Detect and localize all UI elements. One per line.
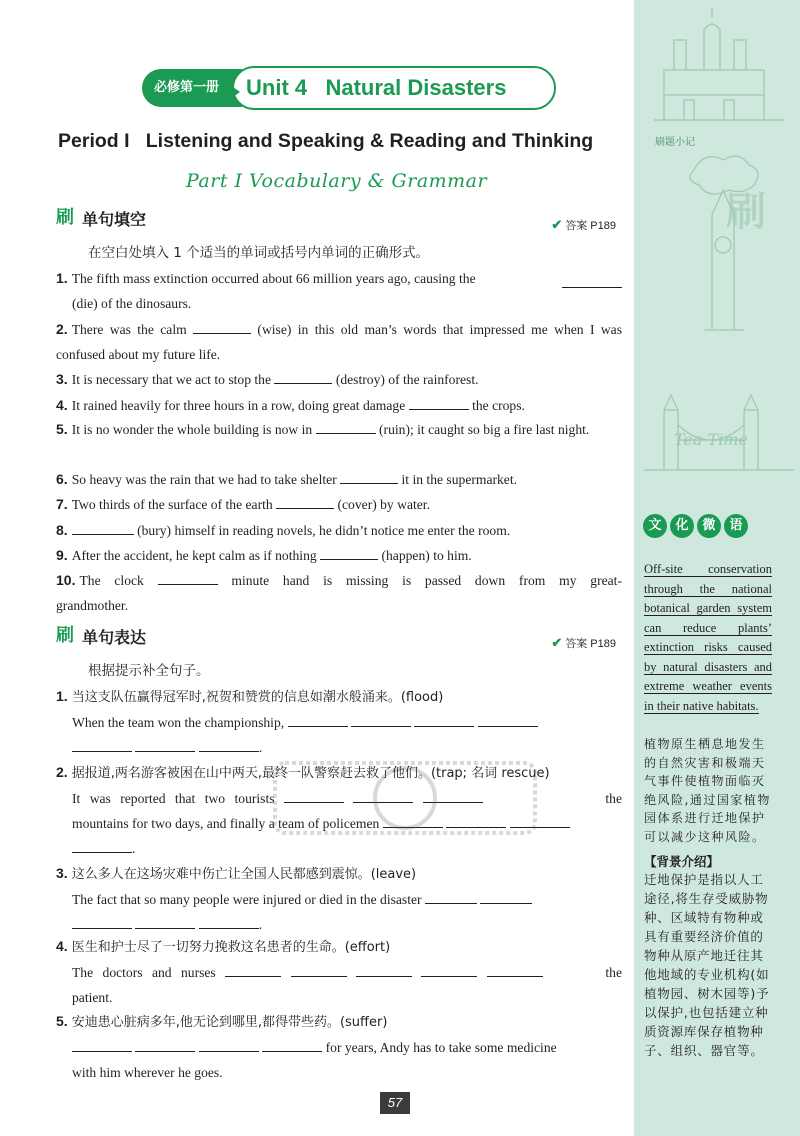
culture-english-note [644, 560, 772, 716]
section2-instruction: 根据提示补全句子。 [88, 663, 210, 679]
answer-blank[interactable] [276, 495, 334, 509]
question-text: the crops. [472, 398, 525, 413]
answer-blank[interactable] [487, 963, 543, 977]
badge-char: 微 [697, 514, 721, 538]
question-text: The clock [79, 573, 144, 588]
answer-blank[interactable] [288, 713, 348, 727]
answer-blank[interactable] [135, 738, 195, 752]
question-number: 10. [56, 572, 76, 588]
question-text: There was the calm [71, 322, 187, 337]
answer-blank[interactable] [291, 963, 347, 977]
chinese-prompt: 医生和护士尽了一切努力挽救这名患者的生命。(effort) [71, 940, 391, 955]
question-text: After the accident, he kept calm as if nothing [71, 548, 317, 563]
check-icon: ✔ [551, 635, 563, 650]
part-title: Part I Vocabulary & Grammar [186, 170, 488, 192]
chinese-prompt: 当这支队伍赢得冠军时,祝贺和赞赏的信息如潮水般涌来。(flood) [71, 690, 444, 705]
brush-icon: 刷 [56, 207, 74, 228]
question-text: It is necessary that we act to stop the [71, 372, 272, 387]
question-number: 5. [56, 421, 68, 437]
question-1 [56, 266, 622, 316]
english-text: When the team won the championship, [72, 715, 285, 730]
answer-blank[interactable] [414, 713, 474, 727]
english-text: The fact that so many people were injured or died in the disaster [72, 892, 422, 907]
brush-icon: 刷 [56, 625, 74, 646]
answer-blank[interactable] [72, 521, 134, 535]
answer-blank[interactable] [480, 890, 532, 904]
question-text: The fifth mass extinction occurred about 66 million years ago, causing the [71, 271, 476, 286]
english-text: The doctors and nurses [72, 965, 216, 980]
question-text: (cover) by water. [337, 497, 430, 512]
banner-arrow [226, 82, 240, 102]
question-text: minute hand is missing is passed down from my great-grandmother. [56, 573, 622, 613]
chinese-prompt: 安迪患心脏病多年,他无论到哪里,都得带些药。(suffer) [71, 1015, 388, 1030]
answer-blank[interactable] [199, 915, 259, 929]
question-number: 3. [56, 371, 68, 387]
question-4 [56, 393, 622, 418]
answer-blank[interactable] [72, 738, 132, 752]
question-7 [56, 492, 622, 517]
question-number: 8. [56, 522, 68, 538]
question-number: 1. [56, 270, 68, 286]
answer-blank[interactable] [351, 713, 411, 727]
question-2 [56, 317, 622, 367]
item-number: 5. [56, 1013, 68, 1029]
period-title: Period I Listening and Speaking & Reading and Thinking [58, 130, 594, 152]
answer-blank[interactable] [562, 274, 622, 288]
answer-blank[interactable] [135, 915, 195, 929]
badge-char: 文 [643, 514, 667, 538]
english-text: for years, Andy has to take some medicine [325, 1040, 557, 1055]
svg-text:刷: 刷 [726, 189, 766, 235]
section1-title: 单句填空 [82, 209, 147, 229]
answer-blank[interactable] [274, 370, 332, 384]
answer-blank[interactable] [356, 963, 412, 977]
translation-item-1: 1. 当这支队伍赢得冠军时,祝贺和赞赏的信息如潮水般涌来。(flood) When the team won the championship, . [56, 684, 622, 760]
answer-blank[interactable] [478, 713, 538, 727]
memo-label: 刷题小记 [655, 137, 695, 148]
question-number: 7. [56, 496, 68, 512]
page-number: 57 [380, 1092, 410, 1114]
badge-char: 语 [724, 514, 748, 538]
english-text: patient. [72, 990, 113, 1005]
question-9 [56, 543, 622, 568]
question-text: (destroy) of the rainforest. [335, 372, 479, 387]
answer-blank[interactable] [199, 1038, 259, 1052]
question-number: 4. [56, 397, 68, 413]
question-text: (wise) in this old man’s words that impressed me when I was confused about my future life. [56, 322, 622, 362]
badge-char: 化 [670, 514, 694, 538]
english-text: the [605, 791, 622, 806]
question-text: (die) of the dinosaurs. [72, 296, 192, 311]
unit-title: Unit 4 Natural Disasters [246, 75, 507, 100]
svg-text:Tea Time: Tea Time [674, 430, 748, 449]
question-text: Two thirds of the surface of the earth [71, 497, 273, 512]
question-10 [56, 568, 622, 618]
answer-blank[interactable] [158, 571, 218, 585]
item-number: 3. [56, 865, 68, 881]
translation-item-4 [56, 934, 622, 1010]
answer-page: 答案 P189 [565, 638, 616, 650]
section1-header [56, 206, 146, 230]
english-text: with him wherever he goes. [72, 1065, 223, 1080]
section2-header [56, 624, 146, 648]
answer-blank[interactable] [199, 738, 259, 752]
question-5 [56, 417, 622, 442]
english-text: It was reported that two tourists [72, 791, 275, 806]
question-text: it in the supermarket. [401, 472, 518, 487]
english-text: mountains for two days, and finally a team of policemen [72, 816, 380, 831]
question-number: 6. [56, 471, 68, 487]
answer-blank[interactable] [316, 420, 376, 434]
item-number: 4. [56, 938, 68, 954]
translation-item-2: 2. 据报道,两名游客被困在山中两天,最终一队警察赶去救了他们。(trap; 名词 rescue) It was reported that two tourists the mountains for two days, and finally a team of policemen . [56, 764, 622, 856]
question-text: (ruin); it caught so big a fire last night. [379, 422, 590, 437]
section2-answer-ref[interactable] [551, 635, 616, 651]
answer-blank[interactable] [320, 546, 378, 560]
section1-instruction: 在空白处填入 1 个适当的单词或括号内单词的正确形式。 [88, 245, 430, 261]
question-text: It rained heavily for three hours in a row, doing great damage [71, 398, 406, 413]
question-text: (bury) himself in reading novels, he didn’t notice me enter the room. [137, 523, 511, 538]
background-title: 【背景介绍】 [644, 854, 720, 869]
question-number: 2. [56, 321, 68, 337]
answer-blank[interactable] [425, 890, 477, 904]
question-text: It is no wonder the whole building is now in [71, 422, 313, 437]
translation-item-5 [56, 1009, 622, 1085]
question-text: So heavy was the rain that we had to take shelter [71, 472, 337, 487]
answer-blank[interactable] [409, 396, 469, 410]
answer-blank[interactable] [421, 963, 477, 977]
question-number: 9. [56, 547, 68, 563]
question-6 [56, 467, 622, 492]
question-3 [56, 367, 622, 392]
chinese-prompt: 据报道,两名游客被困在山中两天,最终一队警察赶去救了他们。(trap; 名词 rescue) [71, 766, 550, 781]
answer-blank[interactable] [262, 1038, 322, 1052]
answer-blank[interactable] [72, 915, 132, 929]
unit-banner [142, 62, 556, 116]
item-number: 1. [56, 688, 68, 704]
answer-blank[interactable] [135, 1038, 195, 1052]
english-note-text: Off-site conservation through the national botanical garden system can reduce plants’ extinction risks caused by natural disasters and extreme weather events in their native habitats. [644, 562, 772, 713]
answer-blank[interactable] [72, 1038, 132, 1052]
answer-blank[interactable] [193, 320, 251, 334]
answer-blank[interactable] [340, 470, 398, 484]
answer-blank[interactable] [225, 963, 281, 977]
culture-badge [643, 514, 748, 538]
item-number: 2. [56, 764, 68, 780]
question-text: (happen) to him. [381, 548, 472, 563]
translation-item-3: 3. 这么多人在这场灾难中伤亡让全国人民都感到震惊。(leave) The fact that so many people were injured or died in the disaster . [56, 861, 622, 937]
book-label: 必修第一册 [142, 69, 242, 107]
culture-chinese-note: 植物原生栖息地发生的自然灾害和极端天气事件使植物面临灭绝风险,通过国家植物园体系进行迁地保护可以减少这种风险。 [644, 737, 771, 844]
watermark-stamp [270, 758, 540, 838]
chinese-prompt: 这么多人在这场灾难中伤亡让全国人民都感到震惊。(leave) [71, 867, 417, 882]
section1-answer-ref[interactable] [551, 217, 616, 233]
answer-page: 答案 P189 [565, 220, 616, 232]
english-text: the [605, 965, 622, 980]
section2-title: 单句表达 [82, 627, 147, 647]
question-8 [56, 518, 622, 543]
answer-blank[interactable] [72, 839, 132, 853]
check-icon: ✔ [551, 217, 563, 232]
background-text: 迁地保护是指以人工途径,将生存受威胁物种、区域特有物种或具有重要经济价值的物种从原产地迁往其他地域的专业机构(如植物园、树木园等)予以保护,也包括建立种质资源库保存植物种子、组织、器官等。 [644, 872, 770, 1058]
